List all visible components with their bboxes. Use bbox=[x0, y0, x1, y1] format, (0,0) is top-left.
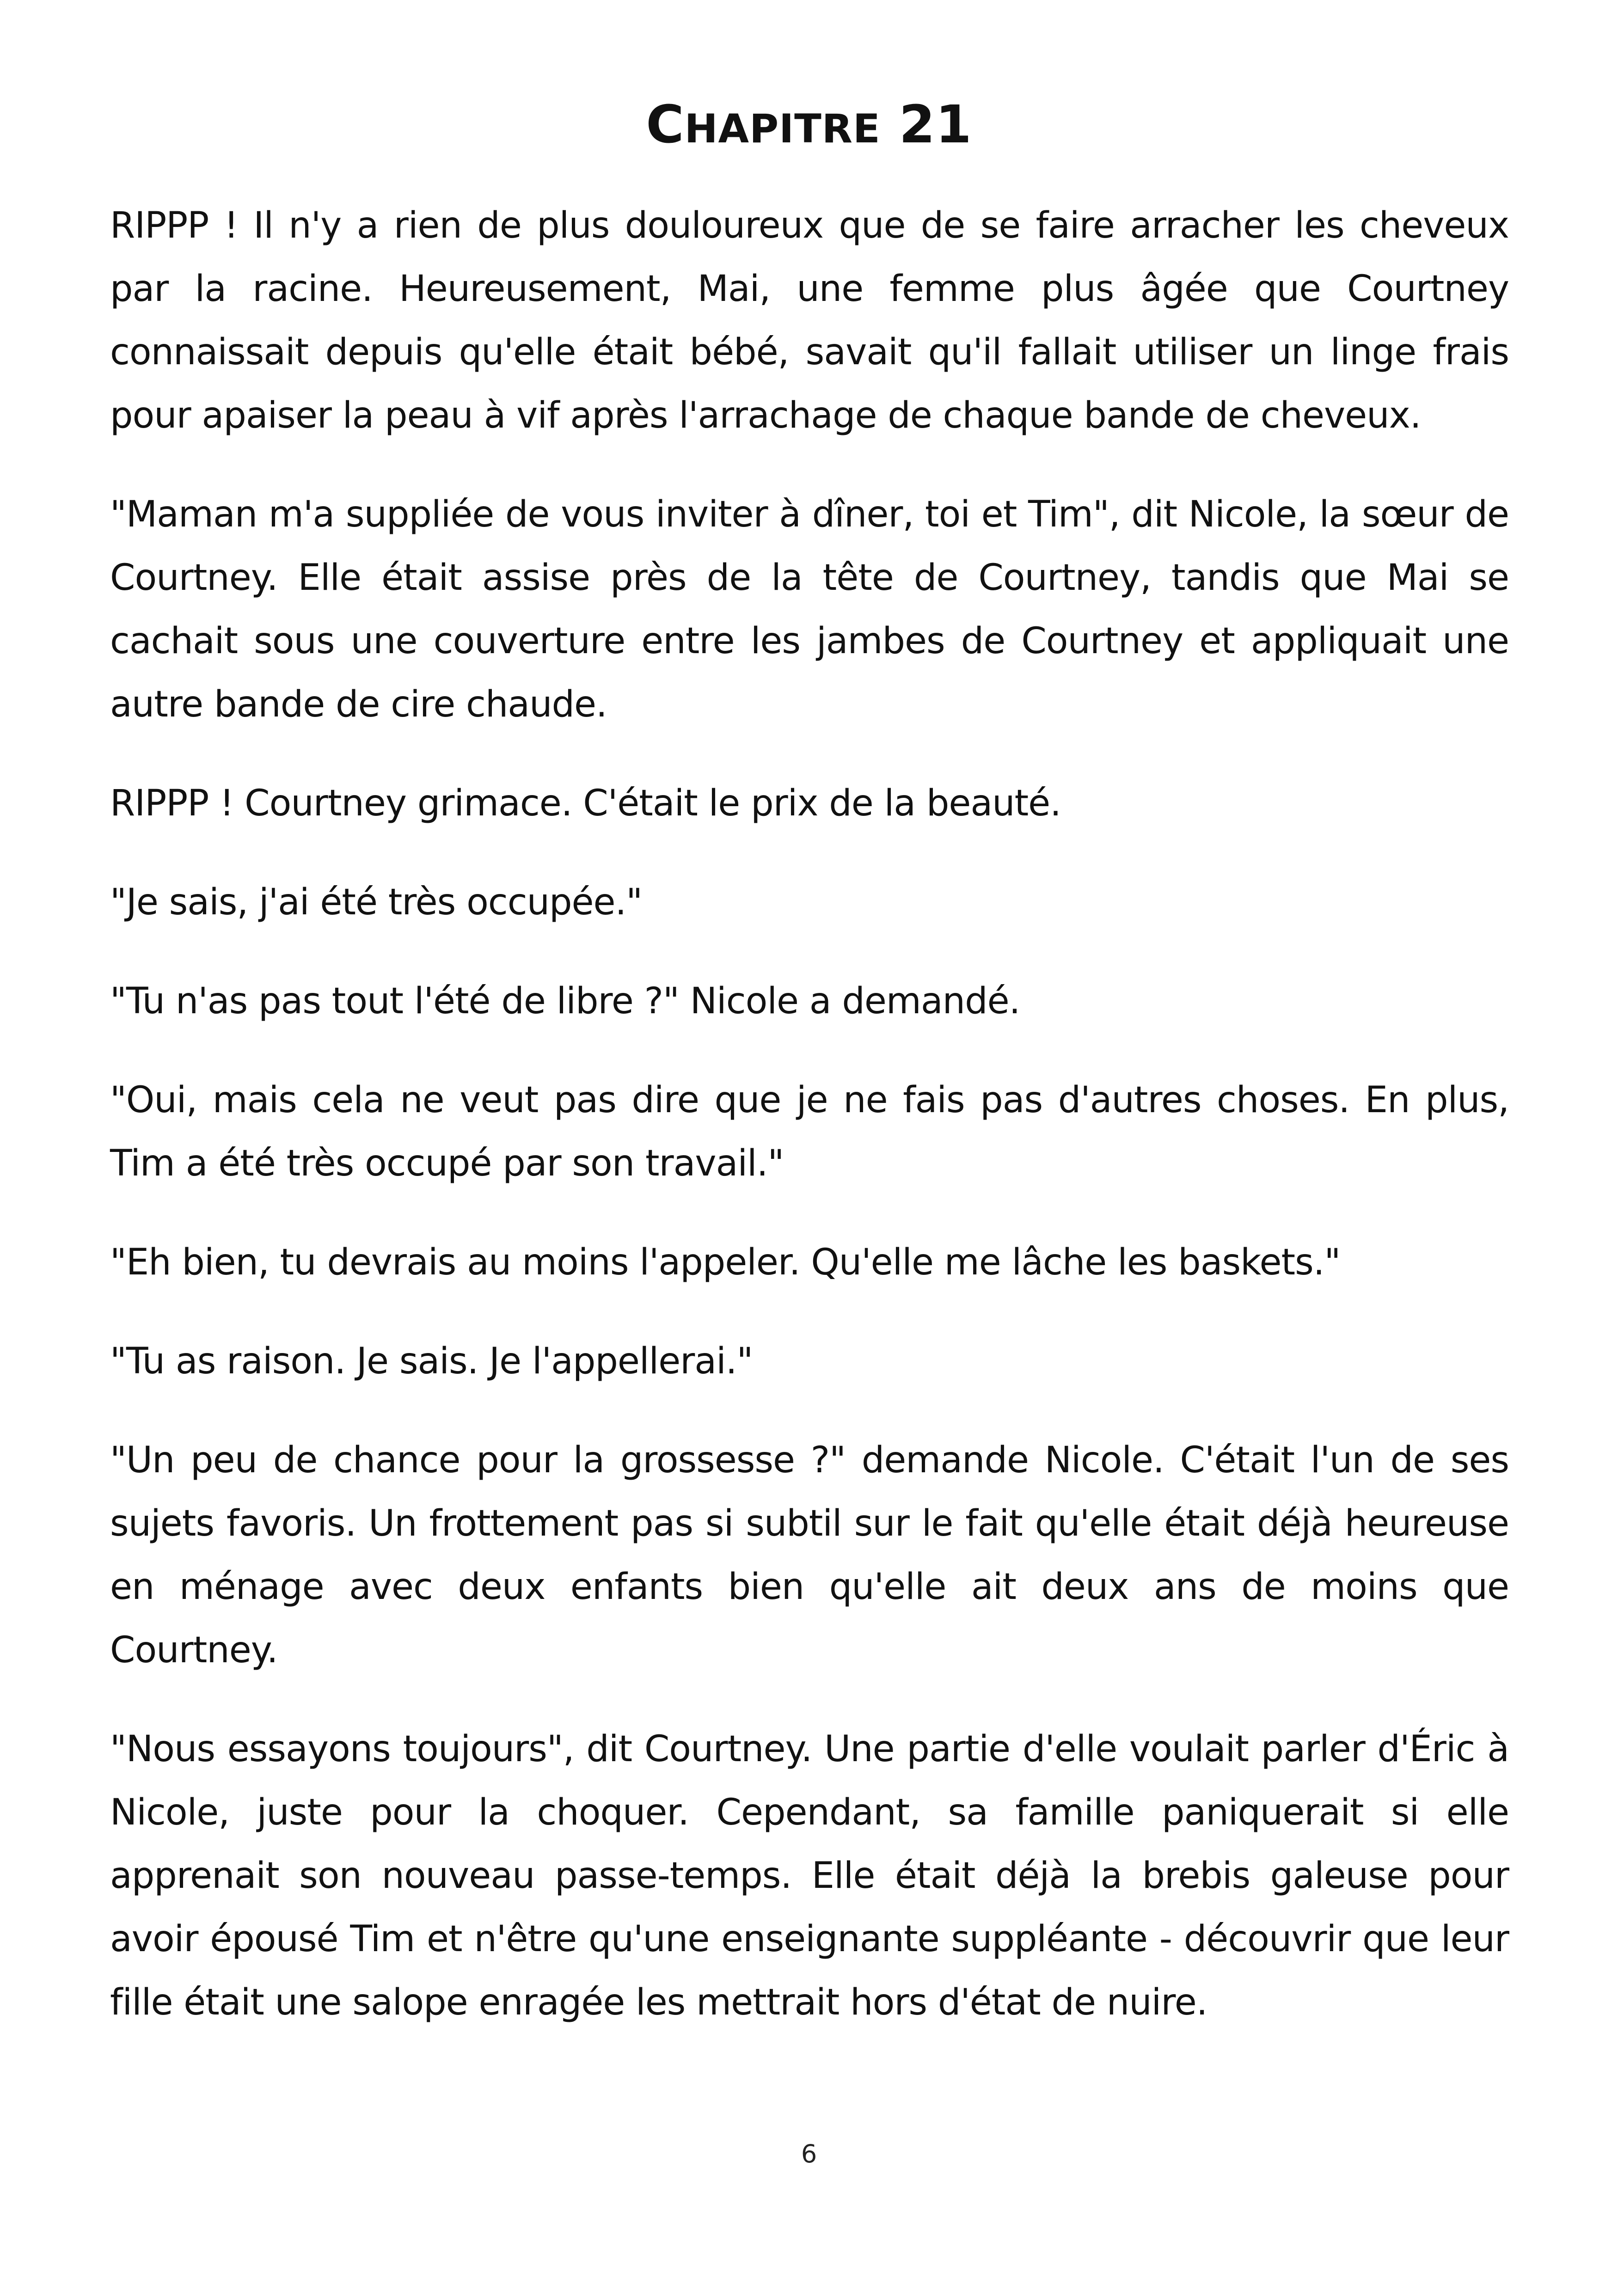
paragraph: "Oui, mais cela ne veut pas dire que je ne fais pas d'autres choses. En plus, Tim a été très occupé par son travail." bbox=[110, 1079, 1509, 1184]
paragraph: RIPPP ! Il n'y a rien de plus douloureux que de se faire arracher les cheveux par la racine. Heureusement, Mai, une femme plus âgée que Courtney connaissait depuis qu'elle était bébé, savait qu'il fallait utiliser un linge frais pour apaiser la peau à vif après l'arrachage de chaque bande de cheveux. bbox=[110, 205, 1509, 436]
paragraph: "Nous essayons toujours", dit Courtney. Une partie d'elle voulait parler d'Éric à Nicole, juste pour la choquer. Cependant, sa famille paniquerait si elle apprenait son nouveau passe-temps. Elle était déjà la brebis galeuse pour avoir épousé Tim et n'être qu'une enseignante suppléante - découvrir que leur fille était une salope enragée les mettrait hors d'état de nuire. bbox=[110, 1728, 1509, 2023]
chapter-title-smallcaps: HAPITRE bbox=[684, 106, 881, 152]
paragraph: "Eh bien, tu devrais au moins l'appeler. Qu'elle me lâche les baskets." bbox=[110, 1242, 1341, 1283]
paragraph: "Un peu de chance pour la grossesse ?" demande Nicole. C'était l'un de ses sujets favoris. Un frottement pas si subtil sur le fait qu'elle était déjà heureuse en ménage avec deux enfants bien qu'elle ait deux ans de moins que Courtney. bbox=[110, 1439, 1509, 1671]
paragraph: "Je sais, j'ai été très occupée." bbox=[110, 882, 643, 923]
chapter-title bbox=[0, 90, 1618, 164]
chapter-number: 21 bbox=[899, 95, 972, 155]
chapter-title-initial: C bbox=[646, 95, 685, 155]
paragraph: RIPPP ! Courtney grimace. C'était le prix de la beauté. bbox=[110, 783, 1061, 824]
paragraph: "Tu as raison. Je sais. Je l'appellerai." bbox=[110, 1341, 753, 1382]
page-number: 6 bbox=[801, 2139, 817, 2168]
paragraph: "Maman m'a suppliée de vous inviter à dîner, toi et Tim", dit Nicole, la sœur de Courtney. Elle était assise près de la tête de Courtney, tandis que Mai se cachait sous une couverture entre les jambes de Courtney et appliquait une autre bande de cire chaude. bbox=[110, 494, 1509, 725]
paragraph: "Tu n'as pas tout l'été de libre ?" Nicole a demandé. bbox=[110, 980, 1020, 1022]
chapter-body bbox=[110, 194, 1509, 2070]
